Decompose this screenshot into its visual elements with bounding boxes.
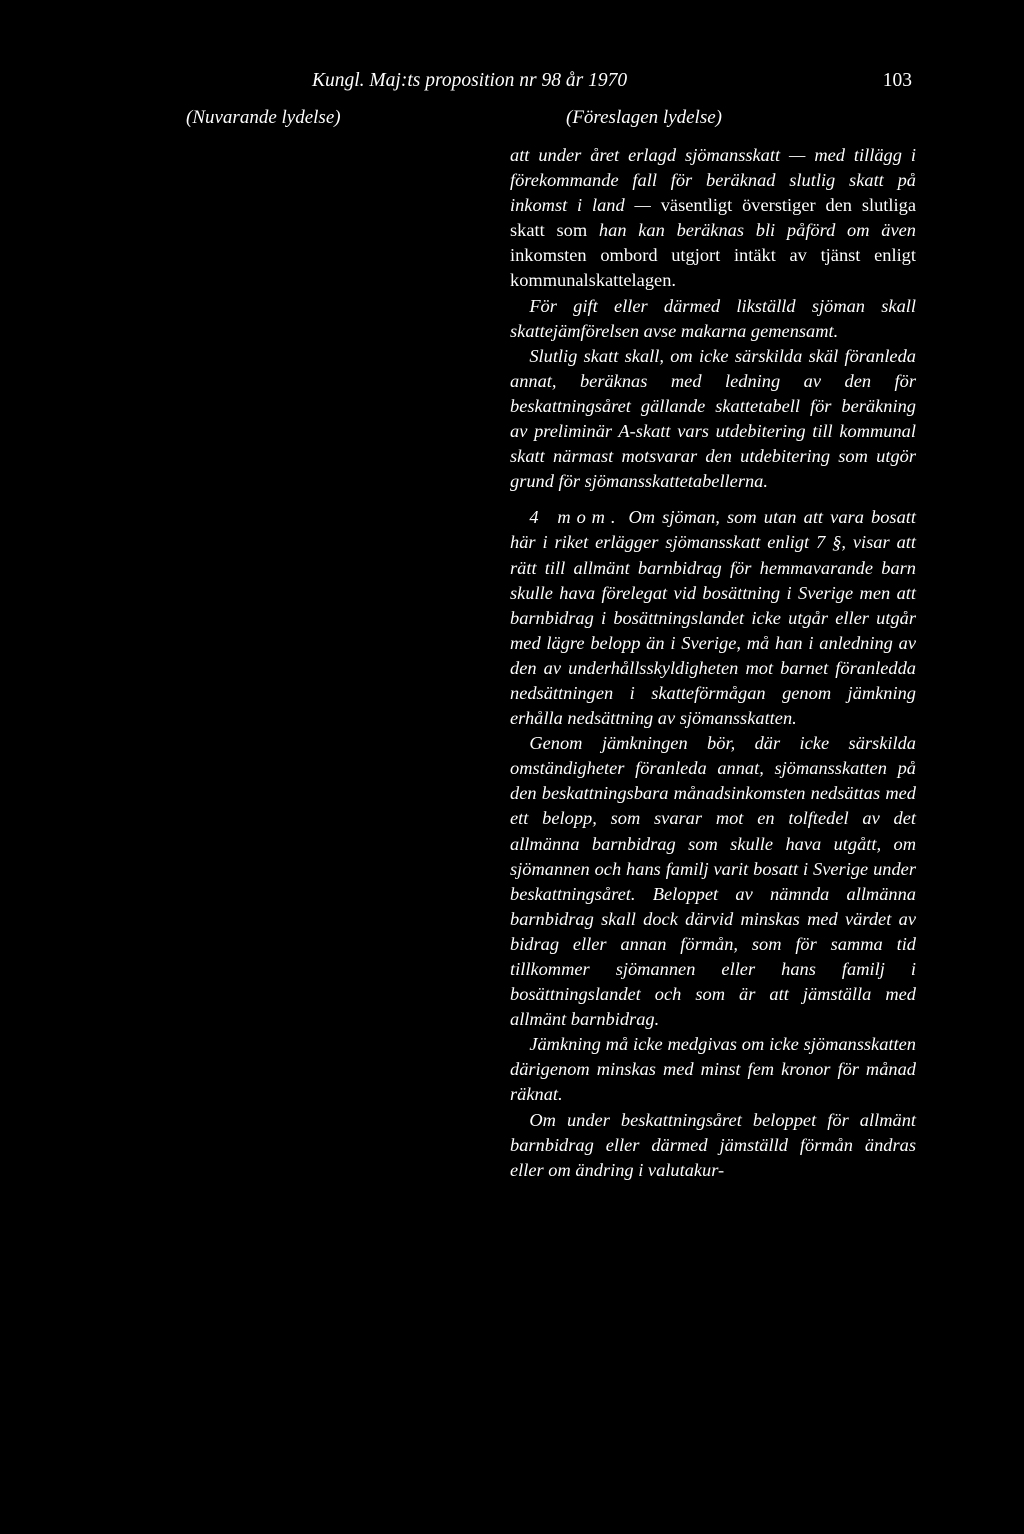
paragraph: Jämkning må icke medgivas om icke sjömansskatten därigenom minskas med minst fem kronor för månad räknat. (510, 1034, 916, 1105)
italic-run: han kan beräknas bli påförd om även (598, 220, 916, 241)
running-header (312, 70, 912, 104)
section-marker: 4 mom. (529, 507, 622, 528)
paragraph (510, 143, 916, 294)
paragraph: Om under beskattningsåret beloppet för allmänt barnbidrag eller därmed jämställd förmån ändras eller om ändring i valutakur- (510, 1109, 916, 1180)
paragraph-text: Om sjöman, som utan att vara bosatt här i riket erlägger sjömansskatt enligt 7 §, visar att rätt till allmänt barnbidrag för hemmavarande barn skulle hava förelegat vid bosättning i Sverige men att barnbidrag i bosättningslandet icke utgår eller utgår med lägre belopp än i Sverige, må han i anledning av den av underhållsskyldigheten mot barnet föranledda nedsättningen i skatteförmågan genom jämkning erhålla nedsättning av sjömansskatten. (510, 507, 916, 729)
document-title: Kungl. Maj:ts proposition nr 98 år 1970 (312, 70, 628, 91)
current-wording-label: (Nuvarande lydelse) (186, 107, 341, 128)
italic-run: att under året erlagd sjömansskatt — med tillägg i förekommande fall för beräknad slutlig skatt på inkomst i land — (510, 145, 916, 216)
roman-run: väsentligt överstiger den slutliga skatt som (510, 195, 916, 241)
proposed-wording-label: (Föreslagen lydelse) (566, 107, 722, 128)
paragraph: För gift eller därmed likställd sjöman skall skattejämförelsen avse makarna gemensamt. (510, 295, 916, 341)
proposed-text-column (510, 143, 916, 1183)
paragraph: Genom jämkningen bör, där icke särskilda omständigheter föranleda annat, sjömansskatten på den beskattningsbara månadsinkomsten nedsättas med ett belopp, som svarar mot en tolftedel av det allmänna barnbidrag som skulle hava utgått, om sjömannen och hans familj varit bosatt i Sverige under beskattningsåret. Beloppet av nämnda allmänna barnbidrag skall dock därvid minskas med värdet av bidrag eller annan förmån, som för samma tid tillkommer sjömannen eller hans familj i bosättningslandet och som är att jämställa med allmänt barnbidrag. (510, 733, 916, 1030)
roman-run: inkomsten ombord utgjort intäkt av tjänst enligt kommunalskattelagen. (510, 245, 916, 291)
paragraph: Slutlig skatt skall, om icke särskilda skäl föranleda annat, beräknas med ledning av den för beskattningsåret gällande skattetabell för beräkning av preliminär A-skatt vars utdebitering till kommunal skatt närmast motsvarar den utdebitering som utgör grund för sjömansskattetabellerna. (510, 345, 916, 492)
page-number: 103 (882, 70, 912, 91)
paragraph (510, 505, 916, 731)
